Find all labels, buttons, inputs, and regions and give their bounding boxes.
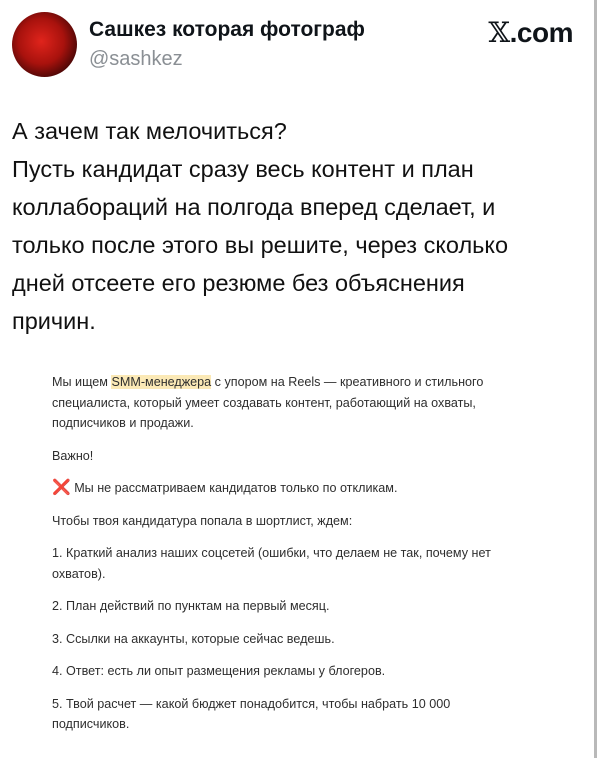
warning-text: Мы не рассматриваем кандидатов только по откликам.	[74, 481, 398, 495]
display-name[interactable]: Сашкез которая фотограф	[89, 18, 365, 41]
list-item-text: подписчиков.	[52, 717, 130, 731]
user-handle[interactable]: @sashkez	[89, 48, 183, 70]
warning-line	[52, 478, 491, 499]
x-logo	[488, 16, 573, 49]
tweet-line: Пусть кандидат сразу весь контент и план	[12, 156, 474, 182]
x-icon: 𝕏	[488, 16, 510, 49]
avatar[interactable]	[12, 12, 77, 77]
tweet-line: коллабораций на полгода вперед сделает, и	[12, 194, 496, 220]
shortlist-text: Чтобы твоя кандидатура попала в шортлист, ждем:	[52, 513, 353, 528]
edge-divider	[594, 0, 597, 758]
list-item-text: 5. Твой расчет — какой бюджет понадобится, чтобы набрать 10 000	[52, 696, 451, 711]
list-item-text: 2. План действий по пунктам на первый месяц.	[52, 599, 330, 613]
embedded-screenshot	[52, 372, 491, 747]
intro-text: специалиста, который умеет создавать контент, работающий на охваты,	[52, 395, 476, 410]
list-item	[52, 543, 491, 584]
list-item-text: 4. Ответ: есть ли опыт размещения рекламы у блогеров.	[52, 664, 386, 678]
highlighted-role: SMM-менеджера	[111, 375, 212, 389]
list-item	[52, 694, 491, 735]
intro-text: с упором на Reels — креативного и стильного	[211, 375, 484, 389]
tweet-line: только после этого вы решите, через сколько	[12, 232, 509, 258]
list-item	[52, 596, 491, 617]
intro-paragraph	[52, 372, 491, 434]
tweet-text	[12, 112, 508, 340]
tweet-line: дней отсеете его резюме без объяснения	[12, 270, 465, 296]
intro-text: подписчиков и продажи.	[52, 416, 194, 430]
list-item	[52, 629, 491, 650]
list-item	[52, 661, 491, 682]
cross-icon: ❌	[52, 479, 71, 496]
important-label: Важно!	[52, 448, 94, 463]
intro-text: Мы ищем	[52, 375, 112, 389]
tweet-line: причин.	[12, 308, 96, 334]
list-item-text: 1. Краткий анализ наших соцсетей (ошибки, что делаем не так, почему нет	[52, 546, 491, 560]
brand-suffix: .com	[509, 17, 573, 48]
tweet-line: А зачем так мелочиться?	[12, 118, 287, 144]
list-item-text: охватов).	[52, 566, 106, 581]
list-item-text: 3. Ссылки на аккаунты, которые сейчас ведешь.	[52, 631, 335, 646]
